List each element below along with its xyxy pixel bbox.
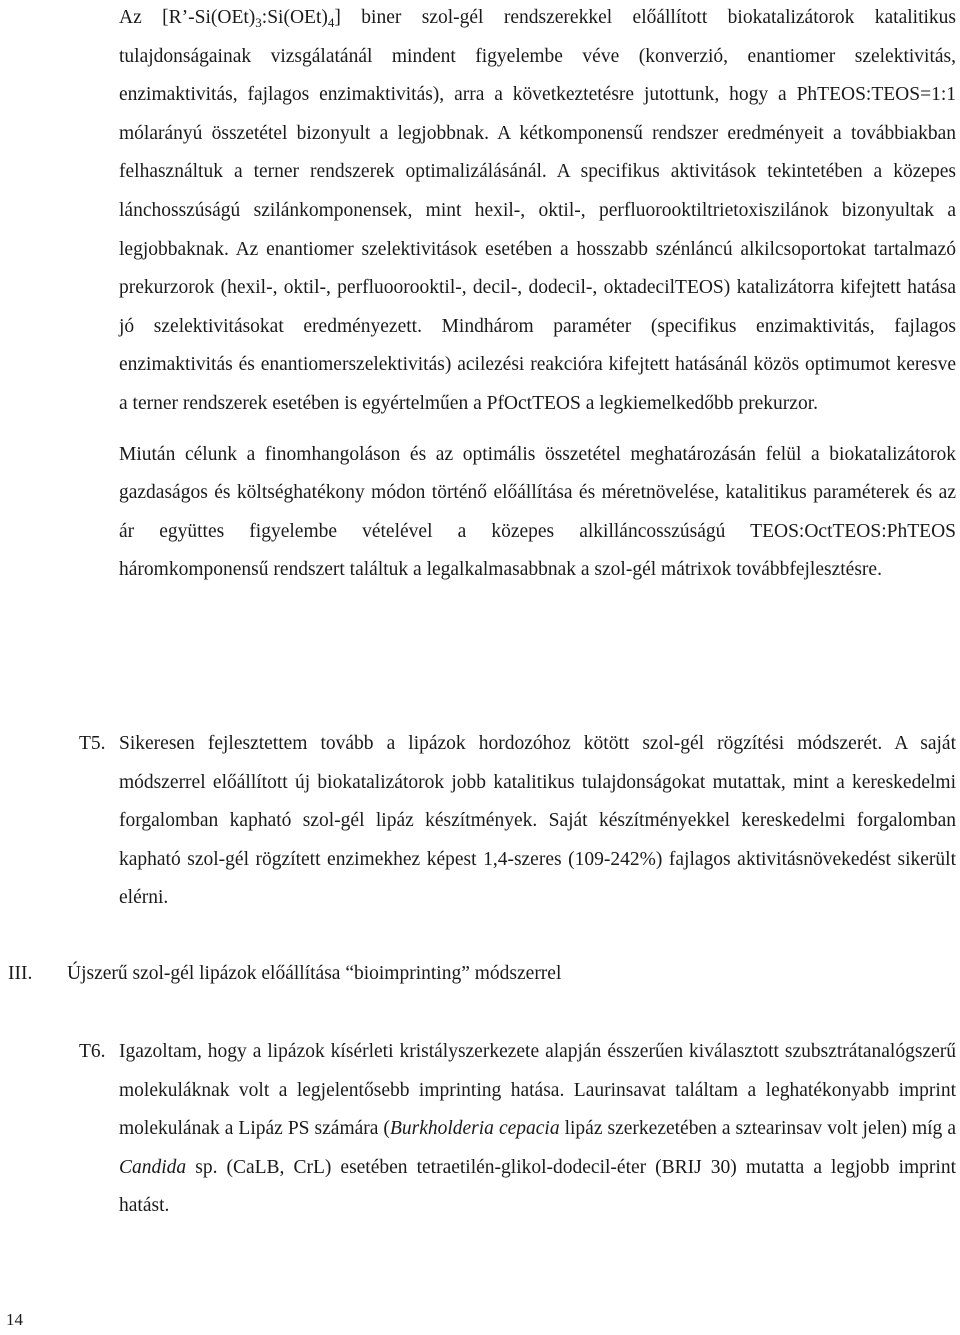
t5-item	[79, 725, 956, 918]
paragraph-binary-systems	[119, 0, 956, 424]
t6-text-b: lipáz szerkezetében a sztearinsav volt jelen) míg a	[559, 1118, 956, 1140]
t5-label: T5.	[79, 733, 106, 754]
section-title: Újszerű szol-gél lipázok előállítása “bioimprinting” módszerrel	[67, 963, 562, 984]
thesis-t5	[79, 725, 956, 918]
subscript-4: 4	[327, 15, 335, 30]
page-number: 14	[6, 1310, 23, 1329]
t6-text-a: Igazoltam, hogy a lipázok kísérleti kristályszerkezete alapján ésszerűen kiválasztott szubsztrátanalógszerű molekuláknak volt a legjelentősebb imprinting hatása. Laurinsavat találtam a leghatékonyabb imprint molekulának a Lipáz PS számára (	[119, 1041, 956, 1140]
paragraph1-text: ] biner szol-gél rendszerekkel előállított biokatalizátorok katalitikus tulajdonságainak vizsgálatánál mindent figyelembe véve (konverzió, enantiomer szelektivitás, enzimaktivitás, fajlagos enzimaktivitás), arra a következtetésre jutottunk, hogy a PhTEOS:TEOS=1:1 mólarányú összetétel bizonyult a legjobbnak. A kétkomponensű rendszer eredményeit a továbbiakban felhasználtuk a terner rendszerek optimalizálásánál. A specifikus aktivitások tekintetében a közepes lánchosszúságú szilánkomponensek, mint hexil-, oktil-, perfluorooktiltrietoxiszilánok bizonyultak a legjobbaknak. Az enantiomer szelektivitások esetében a hosszabb szénláncú alkilcsoportokat tartalmazó prekurzorok (hexil-, oktil-, perfluoorooktil-, decil-, dodecil-, oktadecilTEOS) katalizátorra kifejtett hatása jó szelektivitásokat eredményezett. Mindhárom paraméter (specifikus enzimaktivitás, fajlagos enzimaktivitás és enantiomerszelektivitás) acilezési reakcióra kifejtett hatásánál közös optimumot keresve a terner rendszerek esetében is egyértelműen a PfOctTEOS a legkiemelkedőbb prekurzor.	[119, 7, 957, 414]
t6-text-c: sp. (CaLB, CrL) esetében tetraetilén-glikol-dodecil-éter (BRIJ 30) mutatta a legjobb imprint hatást.	[119, 1156, 956, 1217]
paragraph1-start: Az [R’-Si(OEt)	[119, 7, 256, 28]
t6-label: T6.	[79, 1041, 106, 1062]
section-number: III.	[8, 963, 33, 984]
t5-text: Sikeresen fejlesztettem tovább a lipázok hordozóhoz kötött szol-gél rögzítési módszerét. A saját módszerrel előállított új biokatalizátorok jobb katalitikus tulajdonságokat mutattak, mint a kereskedelmi forgalomban kapható szol-gél lipáz készítmények. Saját készítményekkel kereskedelmi forgalomban kapható szol-gél rögzített enzimekhez képest 1,4-szeres (109-242%) fajlagos aktivitásnövekedést sikerült elérni.	[119, 733, 956, 909]
paragraph-fine-tuning: Miután célunk a finomhangoláson és az optimális összetétel meghatározásán felül a biokatalizátorok gazdaságos és költséghatékony módon történő előállítása és méretnövelése, katalitikus paraméterek és az ár együttes figyelembe vételével a közepes alkilláncosszúságú TEOS:OctTEOS:PhTEOS háromkomponensű rendszert találtuk a legalkalmasabbnak a szol-gél mátrixok továbbfejlesztésre.	[119, 443, 956, 581]
page-body	[119, 0, 956, 590]
t6-text	[119, 1033, 956, 1226]
paragraph1-mid: :Si(OEt)	[261, 7, 328, 28]
subscript-3: 3	[255, 15, 262, 30]
species-candida: Candida	[119, 1156, 187, 1178]
species-burkholderia: Burkholderia cepacia	[389, 1118, 560, 1140]
t6-item	[79, 1033, 956, 1226]
thesis-t6	[79, 1033, 956, 1226]
